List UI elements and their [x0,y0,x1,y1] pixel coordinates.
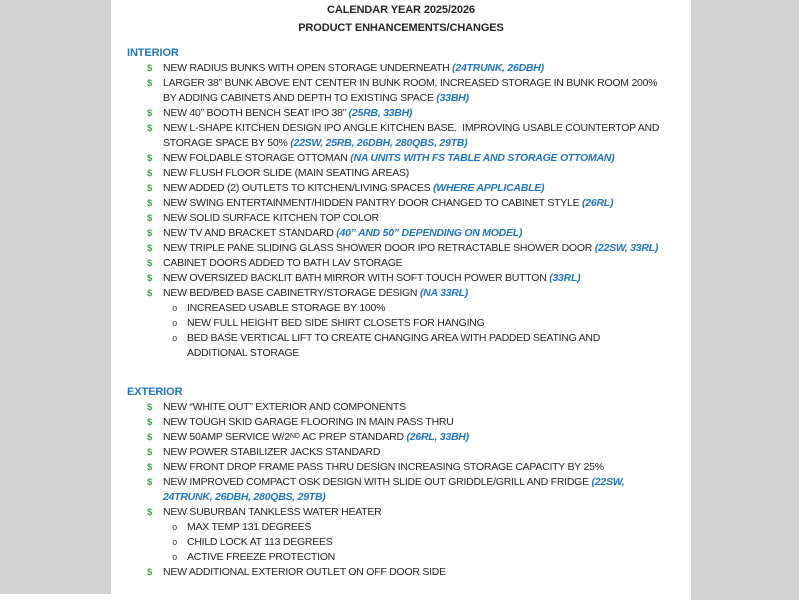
dollar-bullet-icon: $ [147,153,153,164]
model-note: (33BH) [436,92,469,104]
list-item [127,286,683,361]
model-note: (NA 33RL) [419,287,469,299]
list-item [127,460,683,475]
item-line [163,211,683,226]
item-line [187,346,683,361]
dollar-bullet-icon: $ [147,213,153,224]
model-note: (NA UNITS WITH FS TABLE AND STORAGE OTTOMAN) [350,152,615,164]
dollar-bullet-icon: $ [147,198,153,209]
dollar-bullet-icon: $ [147,417,153,428]
list-item [127,430,683,445]
section-exterior [127,385,683,580]
circle-bullet-icon: o [172,304,178,314]
text-segment: NEW ADDED (2) OUTLETS TO KITCHEN/LIVING SPACES [163,182,434,194]
text-segment: NEW 50AMP SERVICE W/2 [163,431,290,443]
list-item [127,241,683,256]
section-heading: INTERIOR [127,47,179,59]
dollar-bullet-icon: $ [147,288,153,299]
item-line [163,415,683,430]
dollar-bullet-icon: $ [147,567,153,578]
text-segment: NEW POWER STABILIZER JACKS STANDARD [163,446,381,458]
item-line [163,61,683,76]
list-item [127,400,683,415]
section-heading: EXTERIOR [127,386,183,398]
item-line [163,196,683,211]
section-interior [127,46,683,361]
item-line [163,121,683,136]
item-line [163,445,683,460]
model-note: (25RB, 33BH) [348,107,413,119]
list-item [127,76,683,106]
text-segment: CABINET DOORS ADDED TO BATH LAV STORAGE [163,257,403,269]
list-item [127,445,683,460]
text-segment: NEW FULL HEIGHT BED SIDE SHIRT CLOSETS FOR HANGING [187,317,485,329]
item-line [163,226,683,241]
sub-list-item [163,301,683,316]
model-note: (40” AND 50” DEPENDING ON MODEL) [336,227,523,239]
text-segment: INCREASED USABLE STORAGE BY 100% [187,302,386,314]
text-segment: NEW FOLDABLE STORAGE OTTOMAN [163,152,351,164]
item-line [163,166,683,181]
list-item [127,106,683,121]
model-note: (26RL) [582,197,614,209]
text-segment: NEW SOLID SURFACE KITCHEN TOP COLOR [163,212,379,224]
dollar-bullet-icon: $ [147,477,153,488]
sub-list-item [163,520,683,535]
text-segment: AC PREP STANDARD [299,431,407,443]
item-line [163,286,683,301]
right-gray-margin [691,0,799,600]
item-line [187,316,683,331]
text-segment: NEW OVERSIZED BACKLIT BATH MIRROR WITH SOFT TOUCH POWER BUTTON [163,272,550,284]
circle-bullet-icon: o [172,523,178,533]
item-line [187,520,683,535]
dollar-bullet-icon: $ [147,168,153,179]
model-note: 24TRUNK, 26DBH, 280QBS, 29TB) [163,491,326,503]
dollar-bullet-icon: $ [147,462,153,473]
list-item [127,211,683,226]
dollar-bullet-icon: $ [147,228,153,239]
dollar-bullet-icon: $ [147,258,153,269]
dollar-bullet-icon: $ [147,273,153,284]
item-line [163,151,683,166]
text-segment: NEW L-SHAPE KITCHEN DESIGN IPO ANGLE KITCHEN BASE. IMPROVING USABLE COUNTERTOP AND [163,122,660,134]
text-segment: ADDITIONAL STORAGE [187,347,300,359]
list-item [127,61,683,76]
left-gray-margin [0,0,111,594]
sub-list-item [163,316,683,331]
text-segment: NEW TOUGH SKID GARAGE FLOORING IN MAIN PASS THRU [163,416,454,428]
dollar-bullet-icon: $ [147,123,153,134]
text-segment: NEW TRIPLE PANE SLIDING GLASS SHOWER DOOR IPO RETRACTABLE SHOWER DOOR [163,242,595,254]
dollar-bullet-icon: $ [147,507,153,518]
list-item [127,505,683,565]
item-line [187,301,683,316]
text-segment: NEW IMPROVED COMPACT OSK DESIGN WITH SLIDE OUT GRIDDLE/GRILL AND FRIDGE [163,476,592,488]
item-line [163,76,683,91]
text-segment: NEW SWING ENTERTAINMENT/HIDDEN PANTRY DOOR CHANGED TO CABINET STYLE [163,197,583,209]
item-line [163,400,683,415]
dollar-bullet-icon: $ [147,243,153,254]
text-segment: STORAGE SPACE BY 50% [163,137,291,149]
item-line [163,106,683,121]
dollar-bullet-icon: $ [147,432,153,443]
model-note: (22SW, [591,476,625,488]
list-item [127,256,683,271]
list-item [127,226,683,241]
text-segment: BY ADDING CABINETS AND DEPTH TO EXISTING SPACE [163,92,437,104]
model-note: (22SW, 25RB, 26DBH, 280QBS, 29TB) [290,137,468,149]
item-line [163,271,683,286]
item-line [163,460,683,475]
text-segment: NEW BED/BED BASE CABINETRY/STORAGE DESIGN [163,287,420,299]
text-segment: MAX TEMP 131 DEGREES [187,521,312,533]
text-segment: NEW TV AND BRACKET STANDARD [163,227,337,239]
item-line [163,505,683,520]
sub-list-item [163,535,683,550]
text-segment: NEW RADIUS BUNKS WITH OPEN STORAGE UNDERNEATH [163,62,453,74]
circle-bullet-icon: o [172,319,178,329]
text-segment: BED BASE VERTICAL LIFT TO CREATE CHANGING AREA WITH PADDED SEATING AND [187,332,601,344]
item-line [187,535,683,550]
circle-bullet-icon: o [172,334,178,344]
model-note: (26RL, 33BH) [406,431,469,443]
list-item [127,151,683,166]
document-page [111,0,691,600]
list-item [127,121,683,151]
item-line [163,91,683,106]
dollar-bullet-icon: $ [147,447,153,458]
item-line [187,331,683,346]
list-item [127,196,683,211]
list-item [127,271,683,286]
item-line [163,181,683,196]
model-note: (22SW, 33RL) [594,242,659,254]
item-line [163,475,683,490]
list-item [127,565,683,580]
item-line [187,550,683,565]
item-line [163,136,683,151]
list-item [127,415,683,430]
circle-bullet-icon: o [172,553,178,563]
dollar-bullet-icon: $ [147,108,153,119]
text-segment: NEW FRONT DROP FRAME PASS THRU DESIGN INCREASING STORAGE CAPACITY BY 25% [163,461,604,473]
dollar-bullet-icon: $ [147,78,153,89]
list-item [127,166,683,181]
model-note: (WHERE APPLICABLE) [433,182,545,194]
item-line [163,256,683,271]
document-title-line2: PRODUCT ENHANCEMENTS/CHANGES [298,22,504,34]
list-item [127,181,683,196]
text-segment: NEW ADDITIONAL EXTERIOR OUTLET ON OFF DOOR SIDE [163,566,446,578]
document-title-line1: CALENDAR YEAR 2025/2026 [327,4,475,16]
dollar-bullet-icon: $ [147,183,153,194]
circle-bullet-icon: o [172,538,178,548]
sub-list-item [163,331,683,361]
text-segment: LARGER 38” BUNK ABOVE ENT CENTER IN BUNK ROOM, INCREASED STORAGE IN BUNK ROOM 200% [163,77,658,89]
item-line [163,430,683,445]
text-segment: CHILD LOCK AT 113 DEGREES [187,536,333,548]
list-item [127,475,683,505]
item-line [163,241,683,256]
superscript-text: ND [289,433,300,440]
text-segment: NEW “WHITE OUT” EXTERIOR AND COMPONENTS [163,401,406,413]
dollar-bullet-icon: $ [147,402,153,413]
text-segment: NEW SUBURBAN TANKLESS WATER HEATER [163,506,382,518]
dollar-bullet-icon: $ [147,63,153,74]
model-note: (24TRUNK, 26DBH) [452,62,544,74]
item-line [163,490,683,505]
model-note: (33RL) [549,272,581,284]
text-segment: NEW 40” BOOTH BENCH SEAT IPO 38” [163,107,349,119]
text-segment: NEW FLUSH FLOOR SLIDE (MAIN SEATING AREAS) [163,167,410,179]
item-line [163,565,683,580]
sub-list-item [163,550,683,565]
text-segment: ACTIVE FREEZE PROTECTION [187,551,336,563]
